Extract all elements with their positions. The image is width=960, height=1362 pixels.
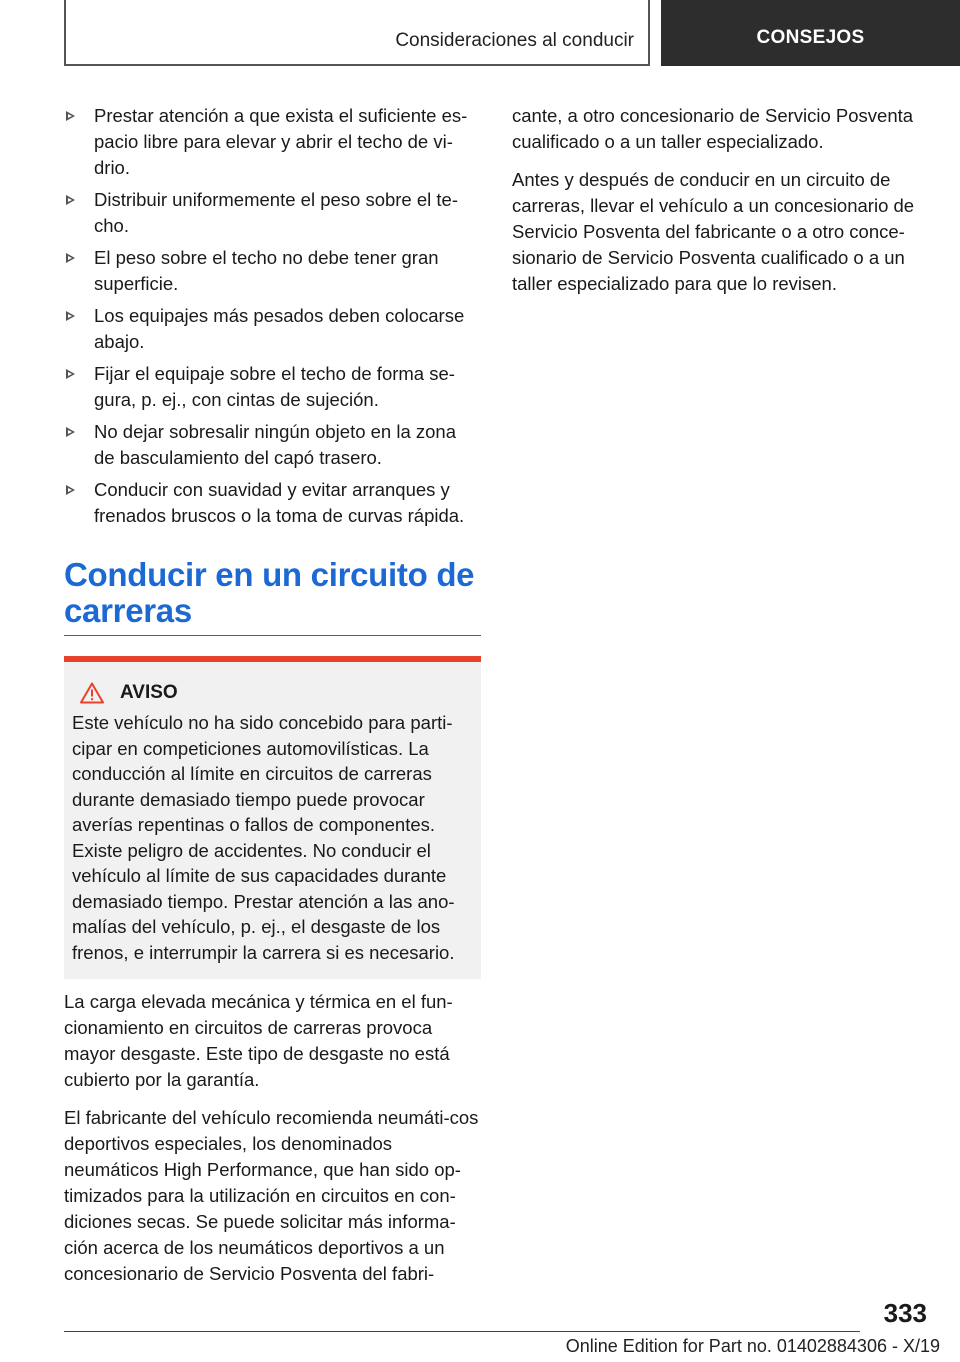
list-item-text: No dejar sobresalir ningún objeto en la zona de basculamiento del capó trasero.	[94, 421, 457, 468]
triangle-bullet-icon	[66, 111, 75, 121]
body-paragraph: El fabricante del vehículo recomienda neumáti-cos deportivos especiales, los denominados neumáticos High Performance, que han sido op-timizados para la utilización en circuitos en con-diciones secas. Se puede solicitar más informa-ción acerca de los neumáticos deportivos a un concesionario de Servicio Posventa del fabri-	[64, 1107, 479, 1284]
body-paragraph: Antes y después de conducir en un circuito de carreras, llevar el vehículo a un concesionario de Servicio Posventa del fabricante o a otro conce-sionario de Servicio Posventa cualificado o a un taller especializado para que lo revisen.	[512, 169, 915, 294]
list-item	[64, 187, 481, 239]
warning-triangle-icon	[80, 682, 104, 704]
triangle-bullet-icon	[66, 195, 75, 205]
warning-text: Este vehículo no ha sido concebido para parti-cipar en competiciones automovilísticas. La conducción al límite en circuitos de carreras durante demasiado tiempo puede provocar averías repentinas o fallos de componentes. Existe peligro de accidentes. No conducir el vehículo al límite de sus capacidades durante demasiado tiempo. Prestar atención a las ano-malías del vehículo, p. ej., el desgaste de los frenos, e interrumpir la carrera si es necesario.	[72, 712, 455, 963]
warning-box	[64, 656, 481, 979]
triangle-bullet-icon	[66, 427, 75, 437]
footer-divider	[64, 1331, 860, 1332]
body-paragraph: cante, a otro concesionario de Servicio Posventa cualificado o a un taller especializado.	[512, 105, 914, 152]
footer-edition: Online Edition for Part no. 01402884306 - X/19	[565, 1336, 940, 1356]
triangle-bullet-icon	[66, 369, 75, 379]
list-item-text: El peso sobre el techo no debe tener gran superficie.	[94, 247, 439, 294]
section-title: Conducir en un circuito de carreras	[64, 557, 481, 636]
warning-header	[72, 680, 473, 706]
page-number: 333	[883, 1298, 927, 1328]
list-item	[64, 103, 481, 181]
list-item	[64, 303, 481, 355]
warning-label: AVISO	[120, 682, 178, 703]
header-section-title: Consideraciones al conducir	[395, 30, 634, 51]
header-chapter-label: CONSEJOS	[756, 27, 865, 48]
list-item-text: Distribuir uniformemente el peso sobre el te-cho.	[94, 189, 458, 236]
triangle-bullet-icon	[66, 311, 75, 321]
left-column	[64, 103, 481, 1287]
list-item-text: Los equipajes más pesados deben colocarse abajo.	[94, 305, 465, 352]
header-chapter-tab	[661, 0, 960, 66]
bullet-list	[64, 103, 481, 529]
triangle-bullet-icon	[66, 253, 75, 263]
right-column	[512, 103, 926, 297]
list-item-text: Conducir con suavidad y evitar arranques y frenados bruscos o la toma de curvas rápida.	[94, 479, 465, 526]
list-item-text: Prestar atención a que exista el suficiente es-pacio libre para elevar y abrir el techo de vi-drio.	[94, 105, 468, 178]
list-item	[64, 419, 481, 471]
list-item	[64, 245, 481, 297]
list-item	[64, 361, 481, 413]
body-paragraph: La carga elevada mecánica y térmica en el fun-cionamiento en circuitos de carreras provoca mayor desgaste. Este tipo de desgaste no está cubierto por la garantía.	[64, 991, 453, 1090]
list-item	[64, 477, 481, 529]
list-item-text: Fijar el equipaje sobre el techo de forma se-gura, p. ej., con cintas de sujeción.	[94, 363, 455, 410]
header-frame	[64, 0, 650, 66]
triangle-bullet-icon	[66, 485, 75, 495]
